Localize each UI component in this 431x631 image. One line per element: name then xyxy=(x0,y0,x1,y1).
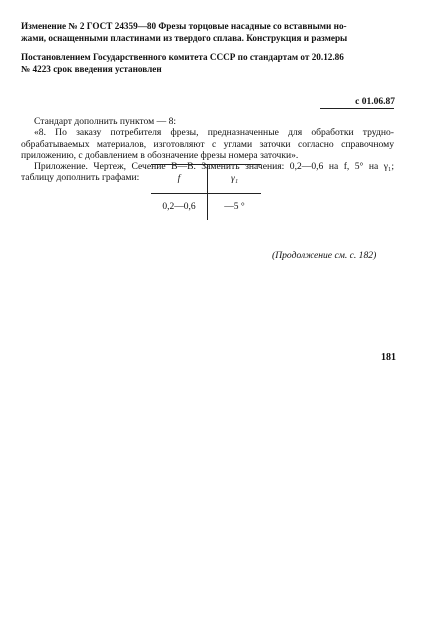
effective-date: с 01.06.87 xyxy=(355,97,395,107)
table-cell-f: 0,2—0,6 xyxy=(151,194,208,221)
table-header-row xyxy=(151,165,261,194)
header-line-1: Изменение № 2 ГОСТ 24359—80 Фрезы торцовые насадные со вставными но- xyxy=(21,21,347,31)
page-number: 181 xyxy=(381,352,396,363)
date-underline xyxy=(320,108,394,109)
table-header-gamma: γ₁ xyxy=(208,165,262,194)
paragraph-clause-8: «8. По заказу потребителя фрезы, предназначенные для обработки трудно-обрабатываемых материалов, изготовляют с углами заточки согласно справочному приложению, с добавлением в обозначение фрезы номера заточки». xyxy=(21,127,394,161)
table-cell-gamma: —5 ° xyxy=(224,202,245,212)
paragraph-appendix: Приложение. Чертеж, Сечение В—В. Заменить значения: 0,2—0,6 на f, 5° на γ₁; таблицу дополнить графами: xyxy=(21,161,394,184)
table-header-f: f xyxy=(151,165,208,194)
header-line-2: жами, оснащенными пластинами из твердого сплава. Конструкция и размеры xyxy=(21,33,348,43)
header-line-4: № 4223 срок введения установлен xyxy=(21,64,162,74)
paragraph-amendment-intro: Стандарт дополнить пунктом — 8: xyxy=(34,116,177,127)
table-row xyxy=(151,194,261,221)
header-line-3: Постановлением Государственного комитета СССР по стандартам от 20.12.86 xyxy=(21,52,344,62)
continuation-note: (Продолжение см. с. 182) xyxy=(272,250,377,261)
values-table xyxy=(151,164,261,220)
